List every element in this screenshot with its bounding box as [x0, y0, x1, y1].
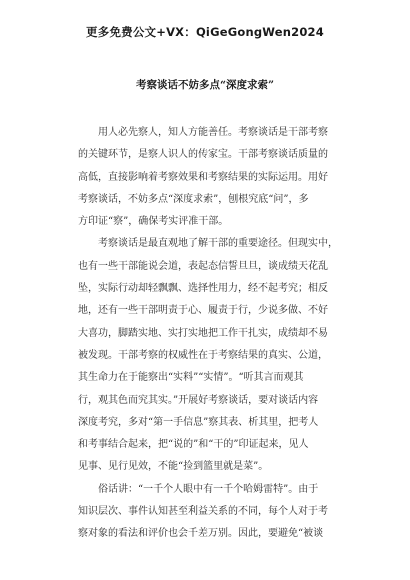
body-line: 其生命力在于能察出“实料”“实情”。“听其言而观其	[78, 372, 304, 384]
body-line: 考察谈话，不妨多点“深度求索”，刨根究底“问”，多	[78, 193, 309, 205]
body-line: 行，观其色而究其实。”开展好考察谈话，要对谈话内容	[78, 394, 319, 406]
article-body	[78, 122, 346, 546]
body-line: 见事、见行见效，不能“捡到篮里就是菜”。	[78, 461, 269, 473]
body-line: 和考事结合起来，把“说的”和“干的”印证起来，见人	[78, 439, 309, 451]
body-line: 察对象的看法和评价也会千差万别。因此，要避免“被谈	[78, 528, 324, 540]
body-line: 高低，直接影响着考察效果和考察结果的实际运用。用好	[78, 171, 328, 183]
body-line: 的关键环节，是察人识人的传家宝。干部考察谈话质量的	[78, 149, 328, 161]
body-line: 也有一些干部能说会道，表起态信誓旦旦，谈成绩天花乱	[78, 260, 328, 272]
body-line: 深度考究，多对“第一手信息”察其表、析其里，把考人	[78, 416, 319, 428]
body-line: 用人必先察人，知人方能善任。考察谈话是干部考察	[98, 127, 328, 138]
body-line: 方印证“察”，确保考实评准干部。	[78, 216, 229, 228]
body-line: 知识层次、事件认知甚至利益关系的不同，每个人对于考	[78, 506, 328, 518]
article-title: 考察谈话不妨多点“深度求索”	[135, 79, 275, 91]
body-line: 坠，实际行动却轻飘飘、选择性用力，经不起考究；相反	[78, 283, 328, 295]
body-line: 被发现。干部考察的权威性在于考察结果的真实、公道，	[78, 349, 328, 361]
body-line: 大喜功，脚踏实地、实打实地把工作干扎实，成绩却不易	[78, 327, 328, 339]
body-line: 俗话讲：“一千个人眼中有一千个哈姆雷特”。由于	[98, 483, 319, 495]
body-line: 考察谈话是最直观地了解干部的重要途径。但现实中，	[98, 238, 338, 250]
header-watermark-text: 更多免费公文+VX：QiGeGongWen2024	[86, 25, 324, 39]
body-line: 地，还有一些干部明责于心、履责于行，少说多做、不好	[78, 305, 328, 317]
